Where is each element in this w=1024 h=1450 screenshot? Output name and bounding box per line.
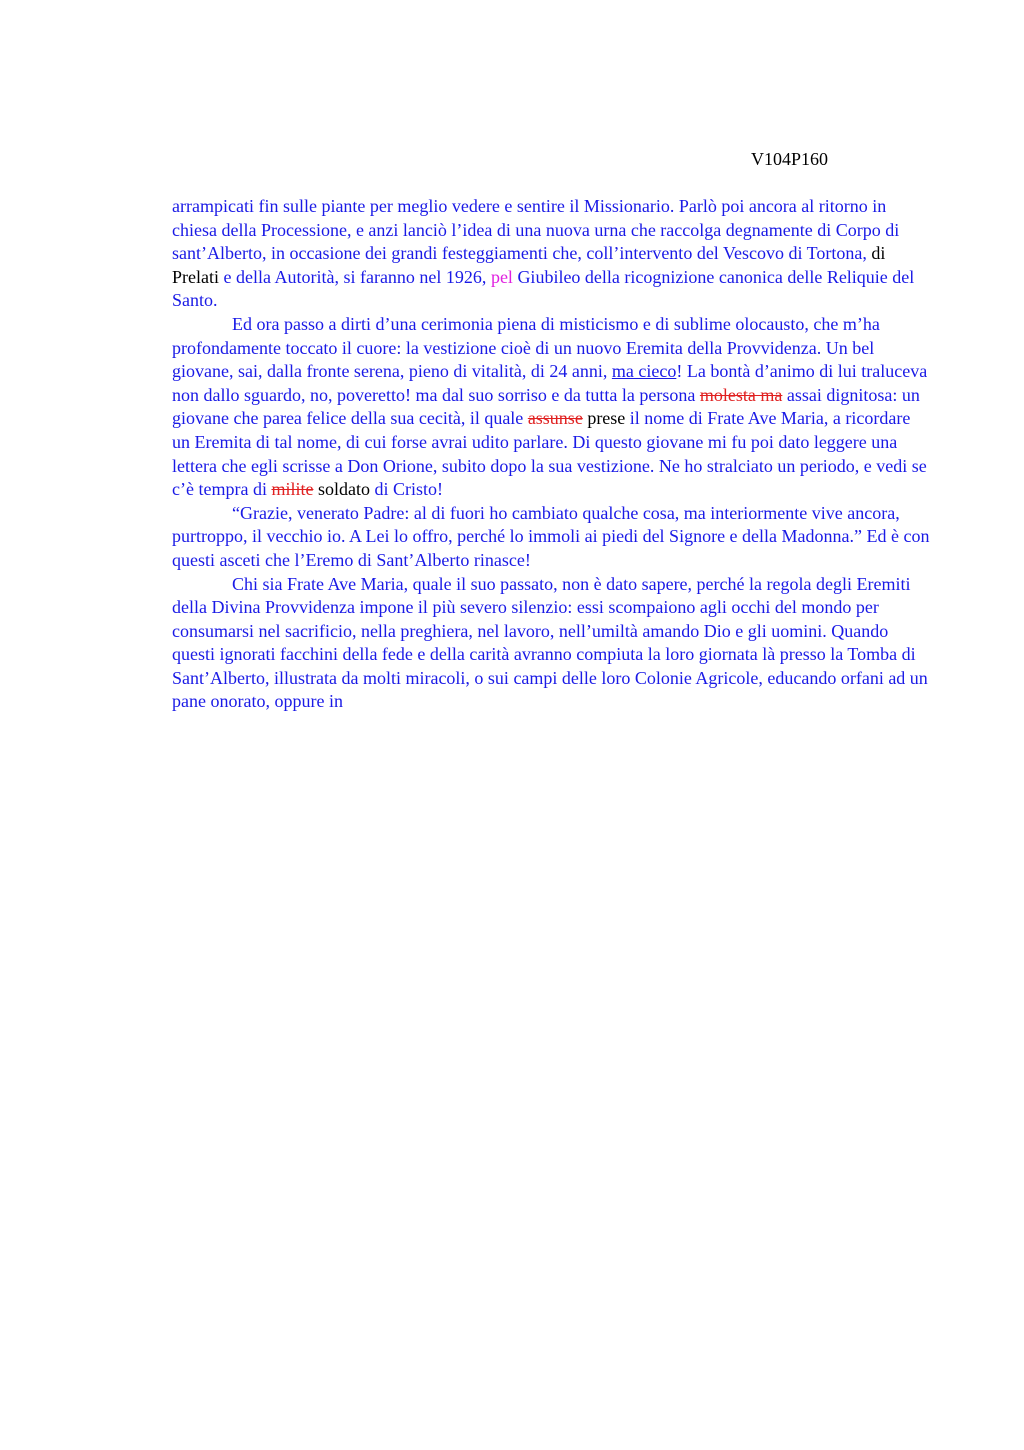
paragraph <box>172 502 932 573</box>
text-run: ! La bontà d’animo di lui traluceva non dallo sguardo, no, poveretto! ma dal suo sorriso e da tutta la persona <box>172 361 928 405</box>
highlighted-text: pel <box>490 266 513 287</box>
inserted-text: prese <box>582 408 626 429</box>
paragraph <box>172 195 932 313</box>
document-body <box>172 195 932 714</box>
text-run: arrampicati fin sulle piante per meglio vedere e sentire il Missionario. Parlò poi ancora al ritorno in chiesa della Processione, e anzi lanciò l’idea di una nuova urna che raccolga degnamente di Corpo di sant’Alberto, in occasione dei grandi festeggiamenti che, coll’intervento del Vescovo di Tortona, <box>172 196 900 264</box>
deleted-text: milite <box>271 479 314 500</box>
page-identifier: V104P160 <box>751 149 829 169</box>
paragraph <box>172 313 932 502</box>
text-run: e della Autorità, si faranno nel 1926, <box>219 266 491 287</box>
inserted-text: di Prelati <box>172 243 886 287</box>
text-run: di Cristo! <box>369 479 443 500</box>
text-run: Giubileo della ricognizione canonica delle Reliquie del Santo. <box>172 266 915 311</box>
underlined-text: ma cieco <box>611 361 677 382</box>
text-run: “Grazie, venerato Padre: al di fuori ho cambiato qualche cosa, ma interiormente vive ancora, purtroppo, il vecchio io. A Lei lo offro, perché lo immoli ai piedi del Signore e della Madonna.” Ed è con questi asceti che l’Eremo di Sant’Alberto rinasce! <box>172 502 930 570</box>
text-run: il nome di Frate Ave Maria, a ricordare un Eremita di tal nome, di cui forse avrai udito parlare. Di questo giovane mi fu poi dato leggere una lettera che egli scrisse a Don Orione, subito dopo la sua vestizione. Ne ho stralciato un periodo, e vedi se c’è tempra di <box>172 408 927 500</box>
paragraph <box>172 573 932 715</box>
text-run: Ed ora passo a dirti d’una cerimonia piena di misticismo e di sublime olocausto, che m’ha profondamente toccato il cuore: la vestizione cioè di un nuovo Eremita della Provvidenza. Un bel giovane, sai, dalla fronte serena, pieno di vitalità, di 24 anni, <box>172 313 880 382</box>
text-run: Chi sia Frate Ave Maria, quale il suo passato, non è dato sapere, perché la regola degli Eremiti della Divina Provvidenza impone il più severo silenzio: essi scompaiono agli occhi del mondo per consumarsi nel sacrificio, nella preghiera, nel lavoro, nell’umiltà amando Dio e gli uomini. Quando questi ignorati facchini della fede e della carità avranno compiuta la loro giornata là presso la Tomba di Sant’Alberto, illustrata da molti miracoli, o sui campi delle loro Colonie Agricole, educando orfani ad un pane onorato, oppure in <box>172 573 928 712</box>
deleted-text: molesta ma <box>699 384 783 405</box>
text-run: assai dignitosa: un giovane che parea felice della sua cecità, il quale <box>172 384 920 429</box>
inserted-text: soldato <box>313 479 370 500</box>
deleted-text: assunse <box>527 408 583 429</box>
